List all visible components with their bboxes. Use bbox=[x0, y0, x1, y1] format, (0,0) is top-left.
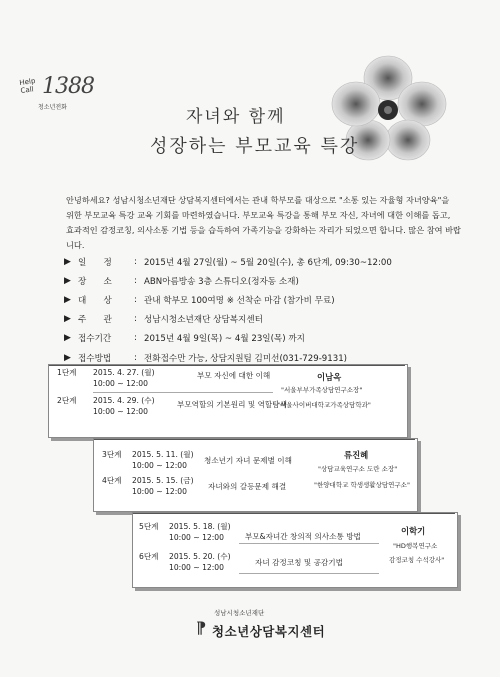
schedule-box-2 bbox=[93, 438, 418, 512]
info-label: 주 관 bbox=[78, 315, 112, 326]
session-time: 10:00 ~ 12:00 bbox=[93, 407, 148, 416]
info-value: 2015년 4월 9일(목) ~ 4월 23일(목) 까지 bbox=[144, 334, 305, 345]
center-logo-mark-icon: ⁋ bbox=[196, 618, 207, 637]
info-row-schedule bbox=[64, 252, 474, 271]
session-date: 2015. 5. 18. (월) bbox=[169, 522, 231, 531]
bullet-icon: ▶ bbox=[64, 256, 71, 267]
session-time: 10:00 ~ 12:00 bbox=[169, 533, 224, 542]
info-value: 전화접수만 가능, 상담지원팀 김미선(031-729-9131) bbox=[144, 353, 348, 364]
info-row-place bbox=[64, 271, 474, 290]
footer-foundation-name: 성남시청소년재단 bbox=[214, 609, 265, 617]
info-sep: : bbox=[134, 256, 137, 267]
schedule-box-3 bbox=[132, 512, 458, 588]
speaker-name: 류진혜 bbox=[344, 450, 369, 460]
info-label: 장 소 bbox=[78, 276, 112, 287]
session-topic: 부모역할의 기본원리 및 역할탐색 bbox=[177, 400, 287, 409]
session-time: 10:00 ~ 12:00 bbox=[169, 563, 224, 572]
info-label: 대 상 bbox=[78, 295, 112, 306]
session-topic: 부모&자녀간 창의적 의사소통 방법 bbox=[245, 532, 361, 541]
intro-line-2: 위한 부모교육 특강 교육 기회를 마련하였습니다. 부모교육 특강을 통해 부모 자신, 자녀에 대한 이해를 돕고, bbox=[66, 210, 451, 220]
info-value: 관내 학부모 100여명 ※ 선착순 마감 (참가비 무료) bbox=[144, 295, 335, 306]
info-sep: : bbox=[134, 314, 137, 325]
session-date: 2015. 5. 11. (월) bbox=[132, 450, 194, 459]
session-topic: 자녀 감정코칭 및 공감기법 bbox=[255, 558, 343, 567]
speaker-affiliation: "서울부부가족상담연구소장" bbox=[281, 386, 363, 394]
info-sep: : bbox=[134, 352, 137, 363]
info-value: 2015년 4월 27일(월) ~ 5월 20일(수), 총 6단계, 09:30~12:00 bbox=[144, 257, 392, 268]
intro-line-1: 안녕하세요? 성남시청소년재단 상담복지센터에서는 관내 학부모를 대상으로 "소통 있는 자율형 자녀양육"을 bbox=[66, 195, 450, 205]
info-row-period bbox=[64, 329, 474, 348]
info-sep: : bbox=[134, 294, 137, 305]
bullet-icon: ▶ bbox=[64, 275, 71, 286]
info-label: 접수기간 bbox=[78, 334, 112, 345]
speaker-affiliation: "한양대학교 학생생활상담연구소" bbox=[314, 481, 410, 489]
info-row-target bbox=[64, 290, 474, 309]
intro-line-3: 효과적인 감정코칭, 의사소통 기법 등을 습득하여 가족기능을 강화하는 자리가 되었으면 합니다. 많은 참여 바랍니다. bbox=[66, 225, 461, 250]
info-list bbox=[64, 252, 474, 367]
session-time: 10:00 ~ 12:00 bbox=[132, 487, 187, 496]
session-time: 10:00 ~ 12:00 bbox=[132, 461, 187, 470]
session-date: 2015. 4. 29. (수) bbox=[93, 396, 155, 405]
info-row-host bbox=[64, 310, 474, 329]
session-topic: 청소년기 자녀 문제별 이해 bbox=[204, 456, 292, 465]
footer-center-name: 청소년상담복지센터 bbox=[212, 624, 326, 639]
info-sep: : bbox=[134, 275, 137, 286]
speaker-affiliation: 감정코칭 수석강사" bbox=[389, 556, 445, 564]
info-value: ABN아름방송 3층 스튜디오(정자동 소재) bbox=[144, 276, 299, 287]
bullet-icon: ▶ bbox=[64, 314, 71, 325]
logo-sub-text: 청소년전화 bbox=[38, 104, 67, 111]
logo-help-call-text: Help Call bbox=[18, 76, 36, 96]
title-line-1: 자녀와 함께 bbox=[186, 107, 286, 127]
session-date: 2015. 5. 15. (금) bbox=[132, 476, 194, 485]
speaker-name: 이학기 bbox=[401, 526, 426, 536]
step-label: 5단계 bbox=[139, 522, 159, 531]
session-topic: 부모 자신에 대한 이해 bbox=[197, 371, 271, 380]
step-label: 6단계 bbox=[139, 552, 159, 561]
info-label: 일 정 bbox=[78, 257, 112, 268]
bullet-icon: ▶ bbox=[64, 352, 71, 363]
bullet-icon: ▶ bbox=[64, 333, 71, 344]
speaker-affiliation: "서울사이버대학교가족상담학과" bbox=[277, 401, 371, 409]
step-label: 4단계 bbox=[102, 476, 122, 485]
info-label: 접수방법 bbox=[78, 353, 112, 364]
session-topic: 자녀와의 갈등문제 해결 bbox=[208, 482, 287, 491]
session-time: 10:00 ~ 12:00 bbox=[93, 379, 148, 388]
help-call-1388-logo bbox=[20, 72, 100, 117]
step-label: 3단계 bbox=[102, 450, 122, 459]
title-line-2: 성장하는 부모교육 특강 bbox=[150, 136, 360, 157]
session-date: 2015. 5. 20. (수) bbox=[169, 552, 231, 561]
schedule-box-1 bbox=[48, 364, 408, 438]
logo-number: 1388 bbox=[42, 74, 94, 99]
speaker-affiliation: "상담교육연구소 도란 소장" bbox=[318, 465, 398, 473]
step-label: 1단계 bbox=[57, 368, 77, 377]
session-date: 2015. 4. 27. (월) bbox=[93, 368, 155, 377]
intro-paragraph bbox=[66, 193, 466, 253]
speaker-name: 이남옥 bbox=[317, 372, 342, 382]
speaker-affiliation: "HD행복연구소 bbox=[393, 542, 438, 550]
info-value: 성남시청소년재단 상담복지센터 bbox=[144, 315, 263, 326]
step-label: 2단계 bbox=[57, 396, 77, 405]
bullet-icon: ▶ bbox=[64, 294, 71, 305]
info-sep: : bbox=[134, 333, 137, 344]
